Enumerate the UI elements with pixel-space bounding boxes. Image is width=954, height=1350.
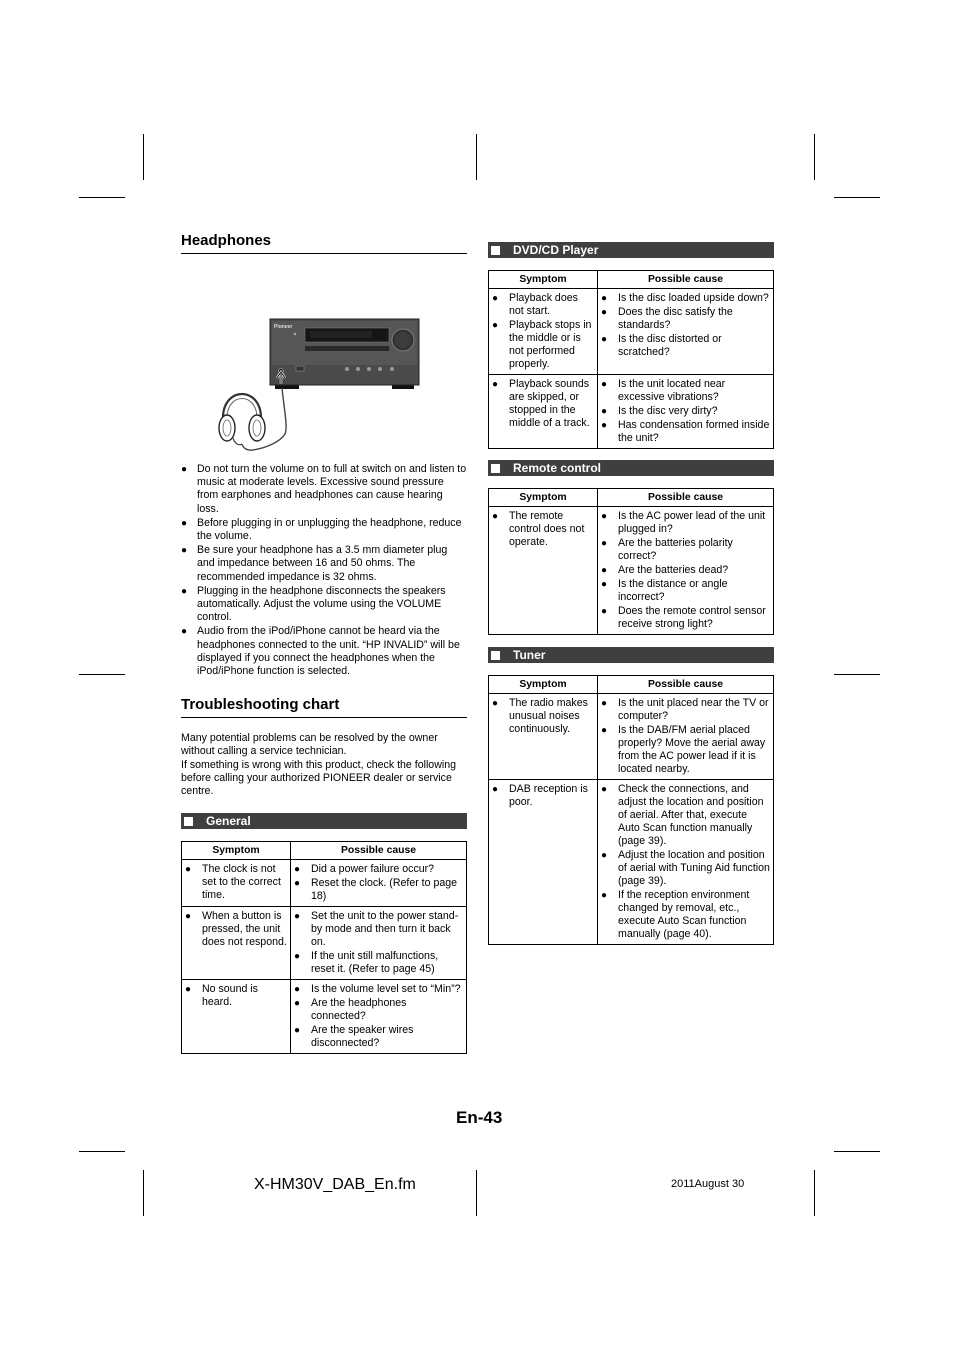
cause-item: ● Does the disc satisfy the standards?: [601, 306, 770, 332]
table-header-row: [489, 489, 774, 507]
list-item: ● Audio from the iPod/iPhone cannot be heard via the headphones connected to the unit. “HP INVALID” will be displayed if you connect the headphones when the iPod/iPhone function is selected.: [181, 625, 467, 678]
cause-item: ● Are the batteries polarity correct?: [601, 537, 770, 563]
brand-logo: Pioneer: [274, 324, 293, 330]
symptom-cell: [489, 780, 598, 945]
cause-cell: [291, 860, 467, 907]
section-bar-tuner: [488, 647, 774, 663]
crop-mark: [476, 134, 477, 180]
symptom-item: ● The remote control does not operate.: [492, 510, 594, 549]
cause-item: ● Is the disc very dirty?: [601, 405, 770, 418]
cause-header: Possible cause: [598, 676, 774, 694]
symptom-cell: [182, 860, 291, 907]
square-bullet-icon: [491, 464, 500, 473]
left-column: [181, 232, 467, 1054]
device-and-headphones-drawing: [181, 268, 467, 463]
footer-date: 2011August 30: [671, 1178, 745, 1190]
cause-item: ● If the reception environment changed by removal, etc., execute Auto Scan function manually (page 40).: [601, 889, 770, 941]
list-item: ● Plugging in the headphone disconnects the speakers automatically. Adjust the volume using the VOLUME control.: [181, 585, 467, 625]
cause-item: ● Is the disc distorted or scratched?: [601, 333, 770, 359]
table-header-row: [489, 271, 774, 289]
cause-cell: [598, 375, 774, 449]
headphones-notes: [181, 463, 467, 678]
cause-item: ● Are the speaker wires disconnected?: [294, 1024, 463, 1050]
list-item: ● Be sure your headphone has a 3.5 mm diameter plug and impedance between 16 and 50 ohms. The recommended impedance is 32 ohms.: [181, 544, 467, 584]
symptom-item: ● The clock is not set to the correct time.: [185, 863, 287, 902]
square-bullet-icon: [491, 651, 500, 660]
symptom-cell: [489, 289, 598, 375]
cause-item: ● Did a power failure occur?: [294, 863, 463, 876]
crop-mark: [814, 134, 815, 180]
symptom-header: Symptom: [489, 676, 598, 694]
dvd-table: [488, 270, 774, 449]
symptom-item: ● Playback does not start.: [492, 292, 594, 318]
cause-item: ● Is the disc loaded upside down?: [601, 292, 770, 305]
cause-cell: [598, 289, 774, 375]
table-row: [489, 375, 774, 449]
section-bar-general: [181, 813, 467, 829]
table-row: [182, 980, 467, 1054]
cause-cell: [598, 780, 774, 945]
symptom-header: Symptom: [489, 489, 598, 507]
table-header-row: [182, 842, 467, 860]
cause-item: ● If the unit still malfunctions, reset it. (Refer to page 45): [294, 950, 463, 976]
table-header-row: [489, 676, 774, 694]
crop-mark: [834, 1151, 880, 1152]
list-item: ● Do not turn the volume on to full at switch on and listen to music at moderate levels. Excessive sound pressure from earphones and headphones can cause hearing loss.: [181, 463, 467, 516]
cause-item: ● Is the unit located near excessive vibrations?: [601, 378, 770, 404]
symptom-cell: [489, 375, 598, 449]
crop-mark: [79, 1151, 125, 1152]
section-title: General: [206, 814, 251, 829]
section-title: Remote control: [513, 461, 602, 475]
section-title: Tuner: [513, 648, 546, 662]
remote-table: [488, 488, 774, 635]
section-bar-remote: [488, 460, 774, 476]
cause-item: ● Adjust the location and position of aerial with Tuning Aid function (page 39).: [601, 849, 770, 888]
symptom-item: ● DAB reception is poor.: [492, 783, 594, 809]
cause-item: ● Are the batteries dead?: [601, 564, 770, 577]
symptom-item: ● No sound is heard.: [185, 983, 287, 1009]
cause-item: ● Is the volume level set to “Min”?: [294, 983, 463, 996]
symptom-cell: [182, 980, 291, 1054]
symptom-item: ● The radio makes unusual noises continuously.: [492, 697, 594, 736]
cause-cell: [291, 907, 467, 980]
troubleshooting-intro: [181, 732, 467, 798]
symptom-item: ● Playback sounds are skipped, or stopped in the middle of a track.: [492, 378, 594, 430]
cause-item: ● Is the distance or angle incorrect?: [601, 578, 770, 604]
crop-mark: [79, 674, 125, 675]
crop-mark: [476, 1170, 477, 1216]
symptom-header: Symptom: [489, 271, 598, 289]
symptom-cell: [182, 907, 291, 980]
table-row: [182, 860, 467, 907]
symptom-cell: [489, 507, 598, 635]
intro-paragraph: If something is wrong with this product, check the following before calling your authorized PIONEER dealer or service centre.: [181, 758, 456, 798]
symptom-header: Symptom: [182, 842, 291, 860]
table-row: [489, 780, 774, 945]
table-row: [182, 907, 467, 980]
cause-item: ● Are the headphones connected?: [294, 997, 463, 1023]
cause-cell: [598, 694, 774, 780]
cause-item: ● Is the unit placed near the TV or computer?: [601, 697, 770, 723]
square-bullet-icon: [184, 817, 193, 826]
crop-mark: [143, 134, 144, 180]
crop-mark: [143, 1170, 144, 1216]
table-row: [489, 507, 774, 635]
cause-item: ● Has condensation formed inside the unit?: [601, 419, 770, 445]
cause-item: ● Set the unit to the power stand-by mode and then turn it back on.: [294, 910, 463, 949]
symptom-item: ● When a button is pressed, the unit does not respond.: [185, 910, 287, 949]
section-title: DVD/CD Player: [513, 243, 599, 257]
intro-paragraph: Many potential problems can be resolved by the owner without calling a service technician.: [181, 732, 438, 758]
list-item: ● Before plugging in or unplugging the headphone, reduce the volume.: [181, 517, 467, 543]
crop-mark: [834, 197, 880, 198]
crop-mark: [814, 1170, 815, 1216]
table-row: [489, 694, 774, 780]
cause-item: ● Reset the clock. (Refer to page 18): [294, 877, 463, 903]
square-bullet-icon: [491, 246, 500, 255]
headphones-illustration: [181, 268, 467, 463]
cause-header: Possible cause: [598, 271, 774, 289]
footer-filename: X-HM30V_DAB_En.fm: [254, 1176, 416, 1193]
cause-item: ● Check the connections, and adjust the location and position of aerial. After that, execute Auto Scan function manually (page 39).: [601, 783, 770, 848]
general-table: [181, 841, 467, 1054]
cause-cell: [598, 507, 774, 635]
cause-item: ● Does the remote control sensor receive strong light?: [601, 605, 770, 631]
right-column: [488, 242, 774, 945]
table-row: [489, 289, 774, 375]
crop-mark: [834, 674, 880, 675]
cause-header: Possible cause: [598, 489, 774, 507]
cause-cell: [291, 980, 467, 1054]
headphones-heading: Headphones: [181, 232, 467, 254]
crop-mark: [79, 197, 125, 198]
symptom-item: ● Playback stops in the middle or is not performed properly.: [492, 319, 594, 371]
section-bar-dvd: [488, 242, 774, 258]
page-number: En-43: [456, 1108, 503, 1127]
symptom-cell: [489, 694, 598, 780]
cause-header: Possible cause: [291, 842, 467, 860]
tuner-table: [488, 675, 774, 945]
cause-item: ● Is the DAB/FM aerial placed properly? Move the aerial away from the AC power lead if it is located nearby.: [601, 724, 770, 776]
cause-item: ● Is the AC power lead of the unit plugged in?: [601, 510, 770, 536]
troubleshooting-heading: Troubleshooting chart: [181, 696, 467, 718]
